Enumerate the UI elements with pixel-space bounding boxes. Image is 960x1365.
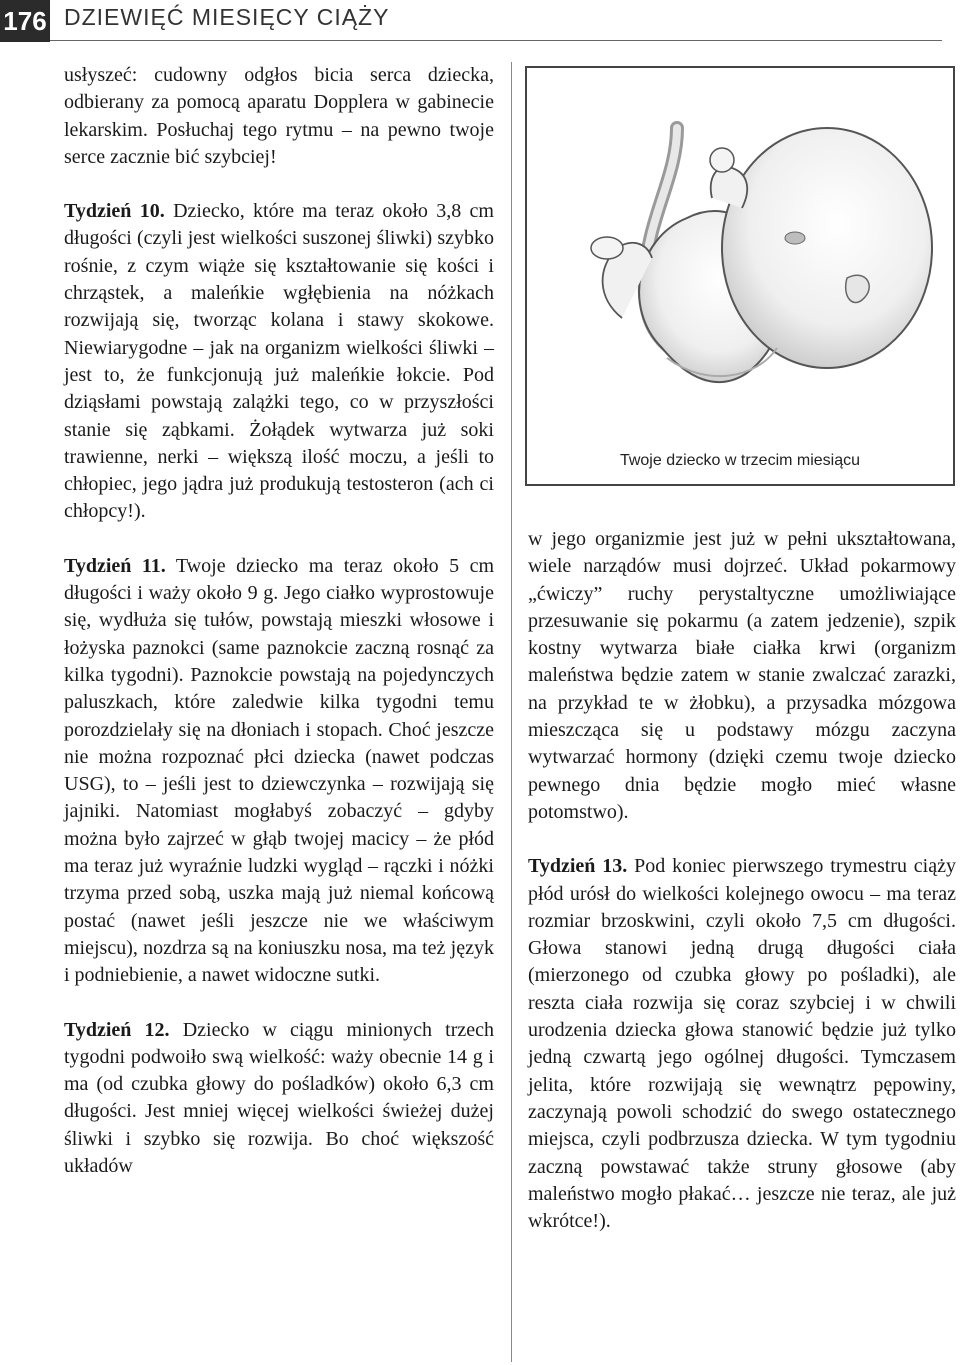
- continuation-paragraph: w jego organizmie jest już w pełni ukształtowana, wiele narządów musi dojrzeć. Układ pokarmowy „ćwiczy” ruchy perystaltyczne umożliwiające przesuwanie się pokarmu (a zatem jedzenie), szpik kostny wytwarza białe ciałka krwi (organizm maleństwa będzie zatem w stanie zwalczać zarazki, na przykład te w żłobku), a przysadka mózgowa mieszcząca się u podstawy mózgu zaczyna wytwarzać hormony (dzięki czemu twoje dziecko pewnego dnia będzie mogło mieć własne potomstwo).: [528, 528, 956, 823]
- week-12-paragraph: [64, 1017, 494, 1181]
- fetus-illustration: [527, 68, 953, 438]
- figure-caption: Twoje dziecko w trzecim miesiącu: [619, 452, 861, 469]
- column-divider: [511, 62, 512, 1362]
- page-header: [0, 0, 960, 42]
- right-column: [528, 526, 956, 1235]
- header-rule: [50, 40, 942, 41]
- left-column: [64, 62, 494, 1180]
- week-11-text: Twoje dziecko ma teraz około 5 cm długości i waży około 9 g. Jego ciałko wyprostowuje się, wydłuża się tułów, powstają mieszki włosowe i łożyska paznokci (same paznokcie zaczną rosnąć za kilka tygodni). Paznokcie powstają na pojedynczych paluszkach, które zaledwie kilka tygodni temu porozdzielały się na dłoniach i stopach. Choć jeszcze nie można rozpoznać płci dziecka (nawet podczas USG), to – jeśli jest to dziewczynka – rozwijają się jajniki. Natomiast mogłabyś zobaczyć – gdyby można było zajrzeć w głąb twojej macicy – że płód ma teraz już wyraźnie ludzki wygląd – rączki i nóżki trzyma przed sobą, uszka mają już niemal końcową postać (nawet jeśli jeszcze nie we właściwym miejscu), nozdrza są na koniuszku nosa, ma też język i podniebienie, a nawet widoczne sutki.: [64, 554, 494, 987]
- week-10-text: Dziecko, które ma teraz około 3,8 cm długości (czyli jest wielkości suszonej śliwki) szybko rośnie, z czym wiąże się kształtowanie się kości i chrząstek, a maleńkie wgłębienia na nóżkach rozwijają się, tworząc kolana i stawy skokowe. Niewiarygodne – jak na organizm wielkości śliwki – jest to, że funkcjonują już maleńkie łokcie. Pod dziąsłami powstają zalążki tego, co w przyszłości stanie się ząbkami. Żołądek wytwarza już soki trawienne, nerki – większą ilość moczu, a jeśli to chłopiec, jego jądra już produkują testosteron (ach ci chłopcy!).: [64, 200, 494, 523]
- week-13-text: Pod koniec pierwszego trymestru ciąży płód urósł do wielkości kolejnego owocu – ma teraz rozmiar brzoskwini, czyli około 7,5 cm długości. Głowa stanowi jedną drugą długości ciała (mierzonego od czubka głowy po pośladki), ale reszta ciała rozwija się coraz szybciej i w chwili urodzenia dziecka głowa stanowić będzie już tylko jedną czwartą jego ogólnej długości. Tymczasem jelita, które rozwijają się wewnątrz pępowiny, zaczynają powoli schodzić do swego ostatecznego miejsca, czyli podbrzusza dziecka. W tym tygodniu zaczną powstawać także struny głosowe (aby maleństwo mogło płakać… jeszcze nie teraz, ale już wkrótce!).: [528, 855, 956, 1233]
- week-10-paragraph: [64, 198, 494, 526]
- running-title: DZIEWIĘĆ MIESIĘCY CIĄŻY: [64, 4, 390, 30]
- week-10-label: Tydzień 10.: [64, 200, 165, 223]
- fetus-illustration-figure: [525, 66, 955, 486]
- week-12-label: Tydzień 12.: [64, 1018, 170, 1041]
- week-13-paragraph: [528, 853, 956, 1235]
- page-number: 176: [0, 0, 50, 42]
- week-11-label: Tydzień 11.: [64, 554, 166, 577]
- intro-paragraph: usłyszeć: cudowny odgłos bicia serca dziecka, odbierany za pomocą aparatu Dopplera w gabinecie lekarskim. Posłuchaj tego rytmu – na pewno twoje serce zacznie bić szybciej!: [64, 64, 494, 168]
- week-13-label: Tydzień 13.: [528, 855, 628, 878]
- week-11-paragraph: [64, 553, 494, 990]
- week-12-text: Dziecko w ciągu minionych trzech tygodni podwoiło swą wielkość: waży obecnie 14 g i ma (od czubka głowy do pośladków) około 6,3 cm długości. Jest mniej więcej wielkości świeżej dużej śliwki i szybko się rozwija. Bo choć większość układów: [64, 1018, 494, 1177]
